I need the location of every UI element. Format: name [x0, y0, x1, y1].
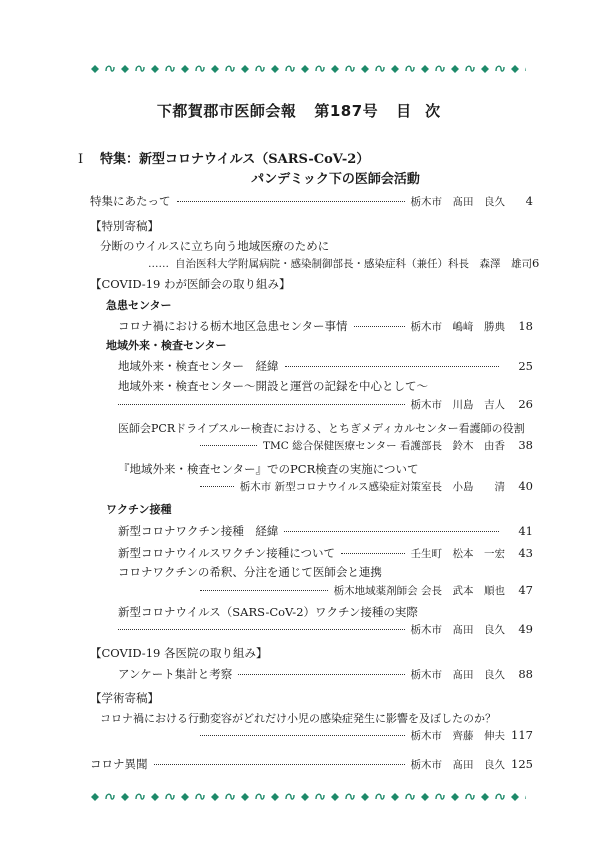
ornament-diamond — [301, 65, 309, 73]
entry-page: 88 — [518, 667, 533, 681]
entry-title: コロナ禍における栃木地区急患センター事情 — [118, 319, 348, 333]
feature-number: Ⅰ — [78, 152, 84, 167]
ornament-swirl — [286, 66, 294, 71]
subsection-heading: ワクチン接種 — [106, 503, 172, 516]
ornament-swirl — [316, 794, 324, 799]
ornament-swirl — [256, 794, 264, 799]
ornament-diamond — [511, 793, 519, 801]
ornament-diamond — [91, 65, 99, 73]
decorative-border-top — [88, 62, 526, 76]
ornament-diamond — [241, 65, 249, 73]
leader-dots — [354, 326, 405, 327]
ornament-swirl — [226, 66, 234, 71]
entry-page: 38 — [518, 438, 533, 452]
entry-author: 自治医科大学附属病院・感染制御部長・感染症科（兼任）科長 森澤 雄司 — [175, 258, 532, 270]
entry-title[interactable]: コロナ禍における行動変容がどれだけ小児の感染症発生に影響を及ぼしたのか？ — [100, 712, 496, 725]
entry-author: 壬生町 松本 一宏 — [410, 548, 505, 560]
ornament-swirl — [136, 66, 144, 71]
ornament-swirl — [436, 66, 444, 71]
entry-title[interactable]: 分断のウイルスに立ち向う地域医療のために — [100, 239, 330, 253]
ornament-swirl — [376, 66, 384, 71]
leader-dots — [118, 404, 405, 405]
ornament-diamond — [181, 65, 189, 73]
ornament-diamond — [271, 65, 279, 73]
page-title — [0, 100, 611, 121]
ornament-diamond — [421, 65, 429, 73]
toc-entry[interactable] — [118, 523, 533, 541]
ornament-swirl — [496, 794, 504, 799]
ornament-swirl — [286, 794, 294, 799]
entry-author: 栃木地域薬剤師会 会長 武本 順也 — [333, 585, 505, 597]
entry-author: 栃木市 川島 吉人 — [410, 399, 505, 411]
ornament-swirl — [196, 66, 204, 71]
leader-dots — [285, 366, 499, 367]
toc-label: 目次 — [396, 102, 455, 120]
ornament-diamond — [331, 793, 339, 801]
ornament-swirl — [256, 66, 264, 71]
entry-page: 117 — [511, 728, 533, 742]
ornament-swirl — [166, 794, 174, 799]
toc-entry[interactable] — [118, 666, 533, 684]
ornament-swirl — [466, 66, 474, 71]
leader-dots — [154, 764, 405, 765]
ornament-diamond — [121, 793, 129, 801]
section-bracket-academic: 【学術寄稿】 — [90, 691, 159, 705]
ornament-diamond — [241, 793, 249, 801]
ornament-swirl — [346, 794, 354, 799]
feature-heading — [78, 148, 369, 167]
leader-dots — [177, 201, 405, 202]
ornament-swirl — [196, 794, 204, 799]
toc-entry-author-line — [148, 256, 540, 272]
ornament-diamond — [481, 65, 489, 73]
toc-entry[interactable] — [118, 318, 533, 336]
leader-dots — [200, 735, 405, 736]
issue-number: 第187号 — [314, 102, 379, 120]
ornament-diamond — [481, 793, 489, 801]
feature-title: 特集：新型コロナウイルス（SARS-CoV-2） — [100, 152, 370, 167]
ornament-swirl — [106, 66, 114, 71]
ornament-diamond — [151, 65, 159, 73]
leader-dots — [341, 553, 404, 554]
ornament-diamond — [451, 65, 459, 73]
entry-author: 栃木市 嶋﨑 勝典 — [410, 321, 505, 333]
ornament-diamond — [421, 793, 429, 801]
leader-dots — [200, 590, 328, 591]
ornament-diamond — [361, 793, 369, 801]
entry-page: 49 — [518, 622, 533, 636]
toc-entry[interactable] — [90, 193, 533, 211]
entry-author: 栃木市 髙田 良久 — [410, 624, 505, 636]
ornament-diamond — [391, 793, 399, 801]
ornament-diamond — [211, 65, 219, 73]
entry-author: 栃木市 髙田 良久 — [410, 759, 505, 771]
ornament-swirl — [466, 794, 474, 799]
entry-page: 125 — [511, 757, 533, 771]
ornament-swirl — [376, 794, 384, 799]
toc-entry[interactable] — [118, 545, 533, 563]
entry-title[interactable]: コロナワクチンの希釈、分注を通じて医師会と連携 — [118, 565, 382, 579]
entry-page: 6 — [532, 256, 540, 270]
ornament-diamond — [391, 65, 399, 73]
section-bracket-special: 【特別寄稿】 — [90, 219, 159, 233]
toc-entry-author-line — [200, 479, 533, 495]
ornament-diamond — [361, 65, 369, 73]
ornament-diamond — [181, 793, 189, 801]
ornament-swirl — [406, 66, 414, 71]
entry-page: 40 — [518, 479, 533, 493]
entry-author: 栃木市 髙田 良久 — [410, 196, 505, 208]
leader-dots — [238, 674, 404, 675]
leader-dots: …… — [148, 258, 169, 270]
ornament-swirl — [316, 66, 324, 71]
ornament-diamond — [451, 793, 459, 801]
entry-title[interactable]: 地域外来・検査センター～開設と運営の記録を中心として～ — [118, 379, 429, 393]
toc-entry-author-line — [200, 583, 533, 599]
entry-title: 新型コロナウイルスワクチン接種について — [118, 546, 336, 560]
entry-title[interactable]: 新型コロナウイルス（SARS-CoV-2）ワクチン接種の実際 — [118, 605, 418, 619]
entry-title: コロナ異聞 — [90, 757, 148, 771]
leader-dots — [118, 629, 405, 630]
toc-entry-author-line — [200, 728, 533, 744]
entry-page: 26 — [518, 397, 533, 411]
ornament-diamond — [121, 65, 129, 73]
toc-entry[interactable] — [118, 358, 533, 376]
decorative-border-bottom — [88, 790, 526, 804]
ornament-swirl — [346, 66, 354, 71]
entry-page: 4 — [525, 194, 533, 208]
ornament-diamond — [511, 65, 519, 73]
entry-author: 栃木市 齊藤 伸夫 — [410, 730, 505, 742]
ornament-swirl — [496, 66, 504, 71]
ornament-swirl — [436, 794, 444, 799]
ornament-diamond — [211, 793, 219, 801]
entry-title[interactable]: 『地域外来・検査センター』でのPCR検査の実施について — [118, 462, 419, 476]
section-bracket-covid: 【COVID-19 わが医師会の取り組み】 — [90, 277, 291, 291]
toc-entry[interactable] — [90, 756, 533, 774]
leader-dots — [200, 486, 234, 487]
ornament-swirl — [106, 794, 114, 799]
entry-page: 25 — [518, 359, 533, 373]
entry-author: TMC 総合保健医療センター 看護部長 鈴木 由香 — [262, 440, 505, 452]
entry-author: 栃木市 新型コロナウイルス感染症対策室長 小島 清 — [239, 481, 505, 493]
entry-page: 41 — [518, 524, 533, 538]
entry-author: 栃木市 髙田 良久 — [410, 669, 505, 681]
ornament-diamond — [91, 793, 99, 801]
subsection-heading: 地域外来・検査センター — [106, 339, 227, 352]
section-bracket-hospitals: 【COVID-19 各医院の取り組み】 — [90, 646, 268, 660]
ornament-diamond — [271, 793, 279, 801]
subsection-heading: 急患センター — [106, 299, 172, 312]
journal-name: 下都賀郡市医師会報 — [156, 102, 297, 120]
toc-entry-author-line — [118, 397, 533, 413]
toc-entry-author-line — [200, 438, 533, 454]
leader-dots — [284, 531, 499, 532]
entry-title[interactable]: 医師会PCRドライブスルー検査における、とちぎメディカルセンター看護師の役割 — [118, 422, 525, 435]
ornament-diamond — [331, 65, 339, 73]
ornament-diamond — [301, 793, 309, 801]
entry-page: 43 — [518, 546, 533, 560]
ornament-swirl — [166, 66, 174, 71]
entry-page: 18 — [518, 319, 533, 333]
entry-page: 47 — [518, 583, 533, 597]
leader-dots — [200, 445, 257, 446]
toc-entry-author-line — [118, 622, 533, 638]
ornament-diamond — [151, 793, 159, 801]
entry-title: 新型コロナワクチン接種 経緯 — [118, 524, 279, 538]
feature-subtitle: パンデミック下の医師会活動 — [251, 172, 420, 187]
entry-title: 特集にあたって — [90, 194, 171, 208]
ornament-swirl — [406, 794, 414, 799]
ornament-swirl — [226, 794, 234, 799]
ornament-swirl — [136, 794, 144, 799]
entry-title: 地域外来・検査センター 経緯 — [118, 359, 279, 373]
entry-title: アンケート集計と考察 — [118, 667, 233, 681]
